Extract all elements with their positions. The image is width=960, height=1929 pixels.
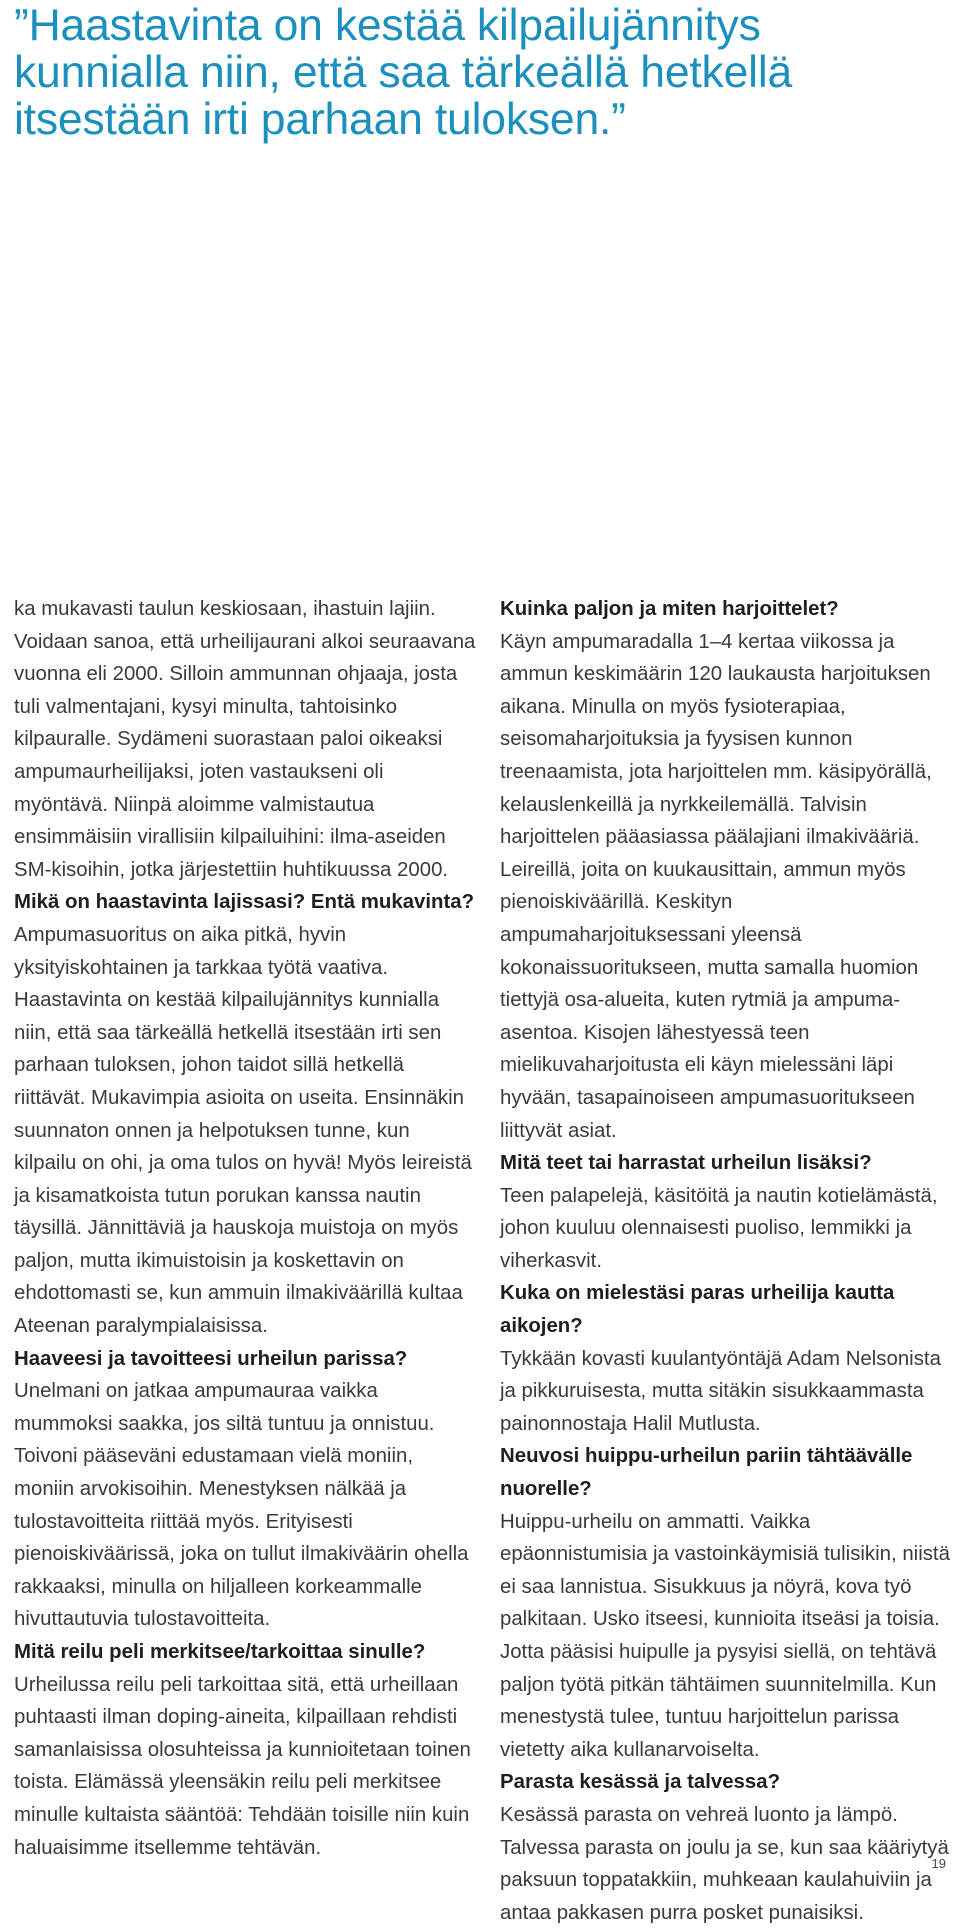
left-question: Mitä reilu peli merkitsee/tarkoittaa sinulle? xyxy=(14,1641,426,1663)
left-question: Haaveesi ja tavoitteesi urheilun parissa? xyxy=(14,1347,408,1370)
right-question: Mitä teet tai harrastat urheilun lisäksi? xyxy=(500,1152,872,1175)
left-paragraph: ka mukavasti taulun keskiosaan, ihastuin lajiin. Voidaan sanoa, että urheilijaurani alkoi seuraavana vuonna eli 2000. Silloin ammunnan ohjaaja, josta tuli valmentajani, kysyi minulta, tahtoisinko kilpauralle. Sydämeni suorastaan paloi oikeaksi ampumaurheilijaksi, joten vastaukseni oli myöntävä. Niinpä aloimme valmistautua ensimmäisiin virallisiin kilpailuihini: ilma-aseiden SM-kisoihin, jotka järjestettiin huhtikuussa 2000. xyxy=(14,598,476,881)
right-answer: Huippu-urheilu on ammatti. Vaikka epäonnistumisia ja vastoinkäymisiä tulisikin, niistä ei saa lannistua. Sisukkuus ja nöyrä, kova työ palkitaan. Usko itseesi, kunnioita itseäsi ja toisia. Jotta pääsisi huipulle ja pysyisi siellä, on tehtävä paljon työtä pitkän tähtäimen suunnitelmilla. Kun menestystä tulee, tuntuu harjoittelun parissa vietetty aika kullanarvoiselta. xyxy=(500,1510,950,1761)
right-answer: Tykkään kovasti kuulantyöntäjä Adam Nelsonista ja pikkuruisesta, mutta sitäkin sisukkaammasta painonnostaja Halil Mutlusta. xyxy=(500,1347,941,1435)
left-question: Mikä on haastavinta lajissasi? Entä mukavinta? xyxy=(14,891,475,914)
pull-quote: ”Haastavinta on kestää kilpailujännitys kunnialla niin, että saa tärkeällä hetkellä itsestään irti parhaan tuloksen.” xyxy=(14,1,793,144)
page-number: 19 xyxy=(931,1856,946,1871)
right-question: Kuinka paljon ja miten harjoittelet? xyxy=(500,598,839,620)
right-column xyxy=(500,593,960,1929)
right-answer: Käyn ampumaradalla 1–4 kertaa viikossa ja ammun keskimäärin 120 laukausta harjoituksen aikana. Minulla on myös fysioterapiaa, seisomaharjoituksia ja fyysisen kunnon treenaamista, jota harjoittelen mm. käsipyörällä, kelauslenkeillä ja nyrkkeilemällä. Talvisin harjoittelen pääasiassa päälajiani ilmakivääriä. Leireillä, joita on kuukausittain, ammun myös pienoiskiväärillä. Keskityn ampumaharjoituksessani yleensä kokonaissuoritukseen, mutta samalla huomion tiettyjä osa-alueita, kuten rytmiä ja ampuma-asentoa. Kisojen lähestyessä teen mielikuvaharjoitusta eli käyn mielessäni läpi hyvään, tasapainoiseen ampumasuoritukseen liittyvät asiat. xyxy=(500,630,932,1142)
right-question: Neuvosi huippu-urheilun pariin tähtäävälle nuorelle? xyxy=(500,1445,913,1501)
right-question: Parasta kesässä ja talvessa? xyxy=(500,1771,781,1794)
left-answer: Urheilussa reilu peli tarkoittaa sitä, että urheillaan puhtaasti ilman doping-aineita, kilpaillaan rehdisti samanlaisissa olosuhteissa ja kunnioitetaan toinen toista. Elämässä yleensäkin reilu peli merkitsee minulle kultaista sääntöä: Tehdään toisille niin kuin haluaisimme itsellemme tehtävän. xyxy=(14,1673,471,1859)
right-question: Kuka on mielestäsi paras urheilija kautta aikojen? xyxy=(500,1282,895,1338)
left-column xyxy=(14,593,476,1864)
right-answer: Kesässä parasta on vehreä luonto ja lämpö. Talvessa parasta on joulu ja se, kun saa kääriytyä paksuun toppatakkiin, muhkeaan kaulahuiviin ja antaa pakkasen purra posket punaisiksi. xyxy=(500,1803,949,1924)
left-answer: Ampumasuoritus on aika pitkä, hyvin yksityiskohtainen ja tarkkaa työtä vaativa. Haastavinta on kestää kilpailujännitys kunnialla niin, että saa tärkeällä hetkellä itsestään irti sen parhaan tuloksen, johon taidot sillä hetkellä riittävät. Mukavimpia asioita on useita. Ensinnäkin suunnaton onnen ja helpotuksen tunne, kun kilpailu on ohi, ja oma tulos on hyvä! Myös leireistä ja kisamatkoista tutun porukan kanssa nautin täysillä. Jännittäviä ja hauskoja muistoja on myös paljon, mutta ikimuistoisin ja koskettavin on ehdottomasti se, kun ammuin ilmakiväärillä kultaa Ateenan paralympialaisissa. xyxy=(14,923,472,1338)
left-answer: Unelmani on jatkaa ampumauraa vaikka mummoksi saakka, jos siltä tuntuu ja onnistuu. Toivoni pääseväni edustamaan vielä moniin, moniin arvokisoihin. Menestyksen nälkää ja tulostavoitteita riittää myös. Erityisesti pienoiskiväärissä, joka on tullut ilmakiväärin ohella rakkaaksi, minulla on hiljalleen korkeammalle hivuttautuvia tulostavoitteita. xyxy=(14,1380,469,1631)
right-answer: Teen palapelejä, käsitöitä ja nautin kotielämästä, johon kuuluu olennaisesti puoliso, lemmikki ja viherkasvit. xyxy=(500,1184,938,1272)
